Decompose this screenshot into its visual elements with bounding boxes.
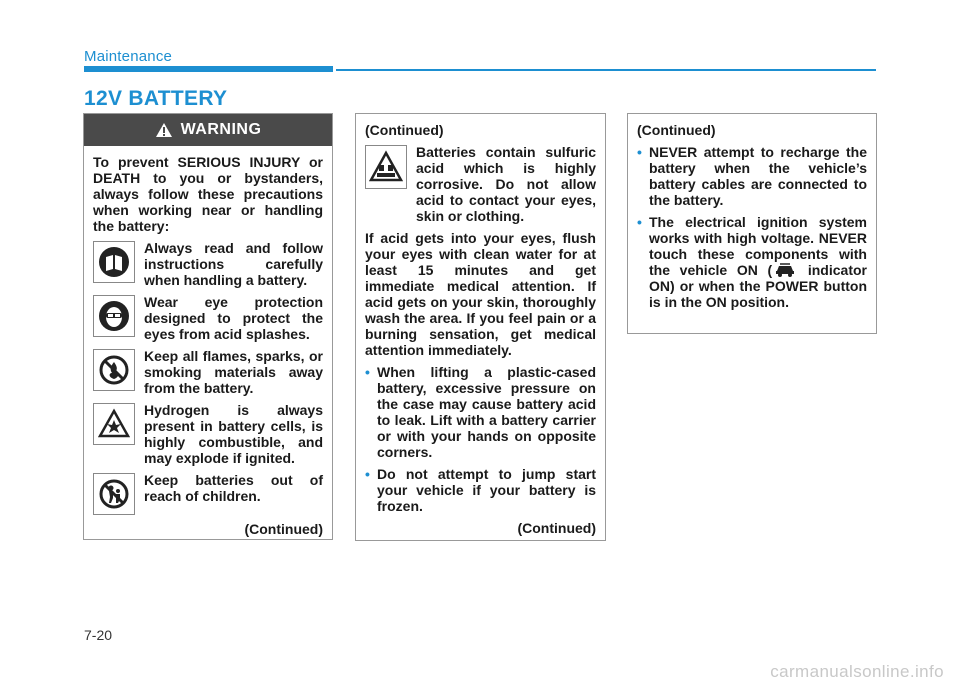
warning-header [84, 114, 332, 146]
bullet-item [365, 364, 596, 460]
warning-item-text: Hydrogen is always present in battery cells, is highly combustible, and may explode if ignited. [144, 402, 323, 466]
warning-item-text: Keep all flames, sparks, or smoking materials away from the battery. [144, 348, 323, 396]
warning-item [93, 402, 323, 466]
eye-protection-icon [93, 295, 135, 337]
warning-item [93, 240, 323, 288]
bullet-dot-icon: • [365, 364, 370, 380]
warning-item-text: Always read and follow instructions carefully when handling a battery. [144, 240, 323, 288]
bullet-text: Do not attempt to jump start your vehicle if your battery is frozen. [377, 466, 596, 514]
warning-continued-box [627, 113, 877, 334]
bullet-item [637, 144, 867, 208]
warning-item [93, 472, 323, 515]
continued-label: (Continued) [517, 520, 596, 536]
warning-box [83, 113, 333, 540]
bullet-text: NEVER attempt to recharge the battery when the vehicle’s battery cables are connected to the battery. [649, 144, 867, 208]
bullet-item [637, 214, 867, 310]
warning-triangle-icon [155, 122, 173, 138]
warning-item [93, 348, 323, 396]
warning-continued-box [355, 113, 606, 541]
no-children-icon [93, 473, 135, 515]
section-label: Maintenance [84, 48, 173, 65]
ready-car-indicator-icon [774, 263, 796, 277]
continued-label: (Continued) [637, 122, 716, 138]
watermark: carmanualsonline.info [770, 662, 944, 681]
warning-item-text: Keep batteries out of reach of children. [144, 472, 323, 504]
warning-item-text: Batteries contain sulfuric acid which is highly corrosive. Do not allow acid to contact your eyes, skin or clothing. [416, 144, 596, 224]
page-number: 7-20 [84, 627, 113, 643]
continued-label: (Continued) [244, 521, 323, 537]
header-rule-thin [336, 69, 876, 71]
bullet-text: When lifting a plastic-cased battery, excessive pressure on the case may cause battery acid to leak. Lift with a battery carrier or with your hands on opposite corners. [377, 364, 596, 460]
warning-intro: To prevent SERIOUS INJURY or DEATH to you or bystanders, always follow these precautions when working near or handling the battery: [93, 154, 323, 234]
warning-label: WARNING [180, 121, 262, 138]
corrosive-acid-icon [365, 145, 407, 189]
page-title: 12V BATTERY [84, 87, 228, 110]
bullet-item [365, 466, 596, 514]
bullet-text-before: The electrical ignition system works with high voltage. NEVER touch these components with the vehicle ON ( [649, 214, 867, 278]
bullet-text [649, 214, 867, 310]
manual-book-icon [93, 241, 135, 283]
warning-item [93, 294, 323, 342]
bullet-dot-icon: • [365, 466, 370, 482]
bullet-dot-icon: • [637, 214, 642, 230]
first-aid-paragraph: If acid gets into your eyes, flush your eyes with clean water for at least 15 minutes and get immediate medical attention. If acid gets on your skin, thoroughly wash the area. If you feel pain or a burning sensation, get medical attention immediately. [365, 230, 596, 358]
bullet-text-after: indicator ON) or when the POWER button is in the ON position. [649, 262, 867, 310]
explosion-icon [93, 403, 135, 445]
header-rule-thick [84, 66, 333, 72]
warning-item [365, 144, 596, 224]
bullet-dot-icon: • [637, 144, 642, 160]
warning-item-text: Wear eye protection designed to protect the eyes from acid splashes. [144, 294, 323, 342]
no-flame-icon [93, 349, 135, 391]
continued-label: (Continued) [365, 122, 444, 138]
